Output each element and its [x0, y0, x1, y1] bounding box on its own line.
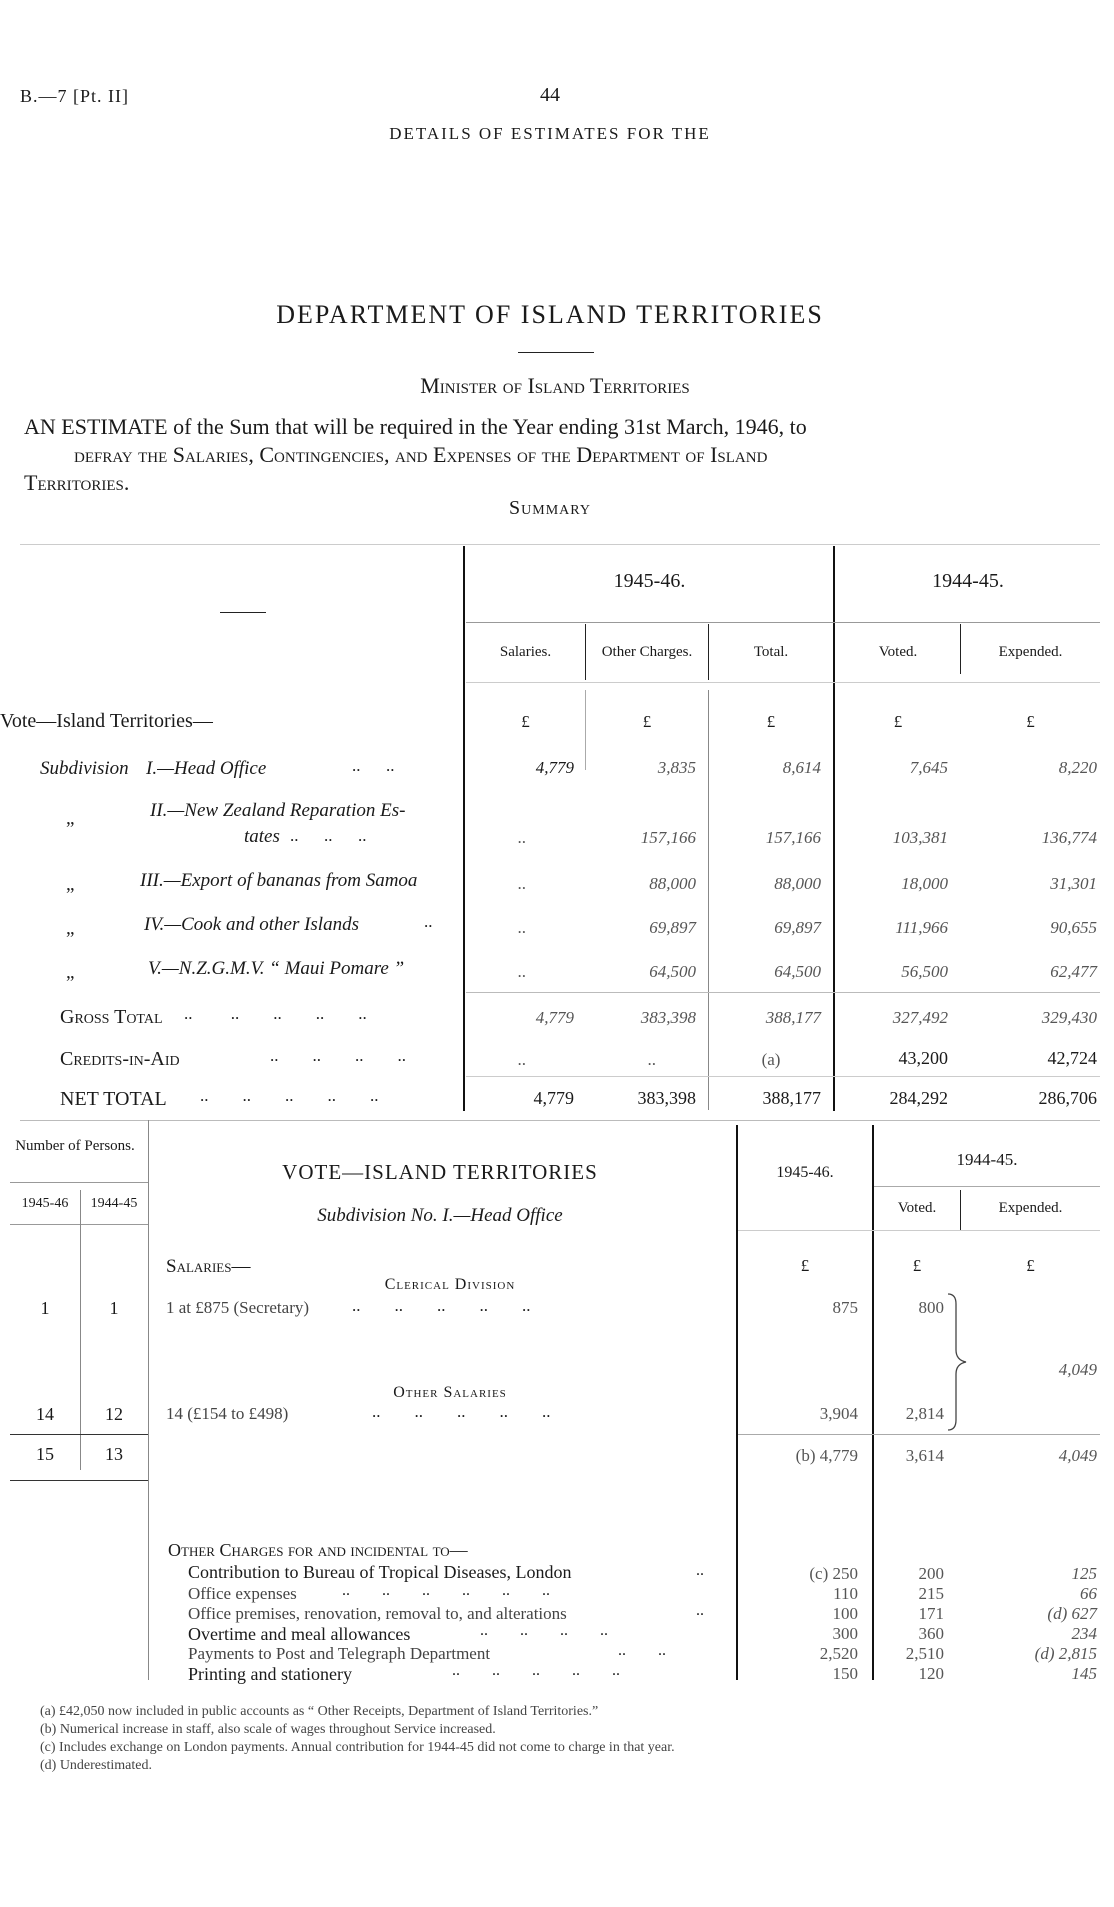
footnote-c: (c) Includes exchange on London payments. Annual contribution for 1944-45 did not come to charge in that year.: [40, 1740, 675, 1755]
row-label-reparation-cont: tates: [244, 826, 280, 847]
clerical-division-label: Clerical Division: [384, 1276, 516, 1293]
persons-stub-divider: [148, 1120, 149, 1680]
detail-col-1945: 1945-46.: [776, 1164, 834, 1181]
persons-total-rule: [10, 1434, 148, 1435]
summary-subheader-rule: [466, 622, 1100, 623]
row-prefix: „: [66, 918, 75, 939]
leader-dots: .. .. ..: [290, 826, 367, 845]
pound-sign: £: [521, 712, 530, 731]
credits-expended: 42,724: [1047, 1048, 1097, 1068]
col-other-charges: Other Charges.: [601, 644, 693, 660]
bananas-voted: 18,000: [901, 874, 948, 893]
pound-sign: £: [893, 712, 903, 731]
total-salaries-expended: 4,049: [1058, 1446, 1097, 1465]
charge-overtime-expended: 234: [1071, 1624, 1097, 1643]
charge-premises-expended: (d) 627: [1047, 1604, 1097, 1623]
charge-printing-expended: 145: [1071, 1664, 1097, 1683]
reparation-total: 157,166: [765, 828, 821, 847]
col-salaries: Salaries.: [499, 644, 552, 660]
maui-voted: 56,500: [901, 962, 948, 981]
net-total-label: NET TOTAL: [60, 1088, 167, 1110]
charge-bureau-voted: 200: [918, 1564, 944, 1583]
total-persons-1944: 13: [105, 1444, 123, 1464]
leader-dots: .. .. .. .. ..: [200, 1086, 379, 1105]
clerical-amount: 875: [832, 1298, 858, 1317]
charge-bureau-label: Contribution to Bureau of Tropical Diseases, London: [188, 1562, 572, 1582]
credits-salaries: ..: [517, 1050, 526, 1069]
row-label-reparation: II.—New Zealand Reparation Es-: [150, 800, 406, 821]
pound-sign: £: [766, 712, 776, 731]
gross-other: 383,398: [640, 1008, 696, 1027]
detail-header-bottom-rule: [738, 1230, 1100, 1231]
charge-overtime-amount: 300: [832, 1624, 858, 1643]
charge-office-expenses-amount: 110: [833, 1584, 858, 1603]
leader-dots: .. .. .. ..: [480, 1622, 608, 1639]
row-label-cook-islands: IV.—Cook and other Islands: [144, 914, 359, 935]
persons-header-rule: [10, 1182, 148, 1183]
cook-voted: 111,966: [895, 918, 948, 937]
clerical-voted: 800: [918, 1298, 944, 1317]
other-salaries-label: Other Salaries: [393, 1384, 507, 1401]
summary-header-bottom-rule: [466, 682, 1100, 683]
leader-dots: .. .. .. .. ..: [372, 1402, 551, 1421]
charge-office-expenses-voted: 215: [918, 1584, 944, 1603]
gross-expended: 329,430: [1041, 1008, 1097, 1027]
row-label-bananas: III.—Export of bananas from Samoa: [140, 870, 418, 891]
maui-other: 64,500: [649, 962, 696, 981]
charge-post-telegraph-label: Payments to Post and Telegraph Department: [188, 1644, 491, 1663]
leader-dots: ..: [696, 1602, 704, 1619]
amount-total-rule: [738, 1434, 1100, 1435]
bananas-total: 88,000: [774, 874, 821, 893]
other-salaries-voted: 2,814: [905, 1404, 944, 1423]
footnote-d: (d) Underestimated.: [40, 1758, 152, 1773]
col-expended: Expended.: [998, 644, 1063, 660]
leader-dots: .. .. .. .. ..: [452, 1662, 620, 1679]
persons-col-1944: 1944-45: [90, 1196, 138, 1211]
head-office-salaries: 4,779: [535, 758, 574, 777]
gross-voted: 327,492: [892, 1008, 948, 1027]
footnote-b: (b) Numerical increase in staff, also scale of wages throughout Service increased.: [40, 1722, 496, 1737]
leader-dots: .. ..: [352, 756, 395, 775]
row-prefix: „: [66, 874, 75, 895]
charge-post-telegraph-expended: (d) 2,815: [1034, 1644, 1097, 1663]
persons-subheader-rule: [10, 1224, 148, 1225]
summary-stub-dash: [220, 612, 266, 613]
bananas-expended: 31,301: [1050, 874, 1097, 893]
head-office-total: 8,614: [782, 758, 821, 777]
bananas-salaries: ..: [517, 874, 526, 893]
total-salaries-voted: 3,614: [905, 1446, 944, 1465]
other-persons-1944: 12: [105, 1404, 123, 1424]
detail-expended-header: Expended.: [998, 1200, 1063, 1216]
other-salaries-amount: 3,904: [819, 1404, 858, 1423]
reparation-voted: 103,381: [892, 828, 948, 847]
charge-printing-label: Printing and stationery: [188, 1664, 352, 1684]
charge-printing-amount: 150: [832, 1664, 858, 1683]
intro-line-3: Territories.: [24, 470, 130, 495]
summary-stub-divider: [463, 546, 465, 1111]
leader-dots: .. .. .. .. .. ..: [342, 1582, 550, 1599]
intro-line-2: defray the Salaries, Contingencies, and Expenses of the Department of Island: [74, 442, 768, 467]
charge-office-expenses-expended: 66: [1080, 1584, 1097, 1603]
charge-premises-label: Office premises, renovation, removal to, and alterations: [188, 1604, 567, 1623]
pound-sign: £: [800, 1256, 810, 1275]
charge-premises-amount: 100: [832, 1604, 858, 1623]
gross-rule: [466, 992, 1100, 993]
footnote-a: (a) £42,050 now included in public accounts as “ Other Receipts, Department of Island Territories.”: [40, 1704, 599, 1719]
leader-dots: ..: [696, 1562, 704, 1579]
other-charges-label: Other Charges for and incidental to—: [168, 1540, 468, 1560]
persons-col-1945: 1945-46: [21, 1196, 69, 1211]
credits-total: (a): [761, 1050, 781, 1069]
cook-expended: 90,655: [1050, 918, 1097, 937]
summary-col-1944: 1944-45.: [932, 570, 1004, 592]
net-other: 383,398: [637, 1088, 696, 1108]
charge-premises-voted: 171: [918, 1604, 944, 1623]
row-prefix: „: [66, 808, 75, 829]
department-title: DEPARTMENT OF ISLAND TERRITORIES: [276, 300, 824, 329]
vote-title: VOTE—ISLAND TERRITORIES: [282, 1160, 598, 1184]
net-voted: 284,292: [889, 1088, 948, 1108]
summary-heading: Summary: [509, 497, 591, 519]
net-salaries: 4,779: [533, 1088, 574, 1108]
other-persons-1945: 14: [36, 1404, 54, 1424]
leader-dots: .. .. .. ..: [270, 1046, 406, 1065]
credits-in-aid-label: Credits-in-Aid: [60, 1048, 180, 1070]
running-title: DETAILS OF ESTIMATES FOR THE: [389, 124, 711, 143]
pound-sign: £: [1026, 712, 1035, 731]
charge-post-telegraph-amount: 2,520: [819, 1644, 858, 1663]
detail-col-1944: 1944-45.: [956, 1150, 1018, 1169]
persons-bottom-rule: [10, 1480, 148, 1481]
total-persons-1945: 15: [36, 1444, 54, 1464]
report-reference: B.—7 [Pt. II]: [20, 86, 129, 106]
head-office-voted: 7,645: [909, 758, 948, 777]
cook-other: 69,897: [649, 918, 696, 937]
row-label-maui-pomare: V.—N.Z.G.M.V. “ Maui Pomare ”: [148, 958, 405, 979]
maui-total: 64,500: [774, 962, 821, 981]
pound-sign: £: [642, 712, 652, 731]
clerical-persons-1944: 1: [109, 1298, 119, 1318]
bracket-expended: 4,049: [1058, 1360, 1097, 1379]
reparation-other: 157,166: [640, 828, 696, 847]
minister-line: Minister of Island Territories: [420, 373, 690, 398]
maui-salaries: ..: [517, 962, 526, 981]
net-total: 388,177: [762, 1088, 821, 1108]
total-salaries-amount: (b) 4,779: [795, 1446, 858, 1465]
reparation-expended: 136,774: [1041, 828, 1097, 847]
charge-bureau-expended: 125: [1071, 1564, 1097, 1583]
subdivision-title: Subdivision No. I.—Head Office: [317, 1205, 563, 1226]
cook-total: 69,897: [774, 918, 821, 937]
salaries-label: Salaries—: [166, 1256, 251, 1277]
leader-dots: .. ..: [618, 1642, 666, 1659]
title-rule: [518, 352, 594, 353]
cook-salaries: ..: [517, 918, 526, 937]
reparation-salaries: ..: [517, 828, 526, 847]
charge-overtime-label: Overtime and meal allowances: [188, 1624, 411, 1644]
leader-dots: .. .. .. .. ..: [352, 1296, 531, 1315]
clerical-row-label: 1 at £875 (Secretary): [166, 1298, 310, 1317]
col-total: Total.: [753, 644, 789, 660]
charge-bureau-amount: (c) 250: [809, 1564, 858, 1583]
other-salaries-row-label: 14 (£154 to £498): [166, 1404, 289, 1423]
col-voted: Voted.: [878, 644, 918, 660]
charge-office-expenses-label: Office expenses: [188, 1584, 297, 1603]
row-prefix: Subdivision: [40, 758, 129, 779]
vote-label: Vote—Island Territories—: [0, 710, 213, 732]
summary-col-1945: 1945-46.: [613, 570, 686, 592]
row-prefix: „: [66, 962, 75, 983]
summary-year-divider: [833, 546, 835, 1111]
head-office-other: 3,835: [657, 758, 696, 777]
net-rule: [466, 1076, 1100, 1077]
gross-total: 388,177: [765, 1008, 821, 1027]
net-expended: 286,706: [1038, 1088, 1097, 1108]
pound-sign: £: [912, 1256, 922, 1275]
credits-voted: 43,200: [898, 1048, 948, 1068]
detail-top-rule: [20, 1120, 1100, 1121]
page-number: 44: [540, 84, 560, 106]
persons-header: Number of Persons.: [15, 1138, 135, 1154]
bananas-other: 88,000: [649, 874, 696, 893]
persons-divider: [80, 1190, 81, 1470]
leader-dots: ..: [424, 912, 433, 931]
head-office-expended: 8,220: [1058, 758, 1097, 777]
summary-top-rule: [20, 544, 1100, 545]
gross-total-label: Gross Total: [60, 1006, 163, 1028]
credits-other: ..: [647, 1050, 656, 1069]
leader-dots: .. .. .. .. ..: [184, 1004, 367, 1023]
intro-line-1: AN ESTIMATE of the Sum that will be required in the Year ending 31st March, 1946, to: [24, 414, 807, 439]
charge-overtime-voted: 360: [918, 1624, 944, 1643]
pound-sign: £: [1026, 1256, 1035, 1275]
detail-year-rule: [874, 1186, 1100, 1187]
detail-voted-header: Voted.: [897, 1200, 937, 1216]
maui-expended: 62,477: [1050, 962, 1097, 981]
charge-post-telegraph-voted: 2,510: [905, 1644, 944, 1663]
clerical-persons-1945: 1: [40, 1298, 50, 1318]
gross-salaries: 4,779: [535, 1008, 574, 1027]
summary-col-div-5: [708, 690, 709, 1110]
charge-printing-voted: 120: [918, 1664, 944, 1683]
row-label-head-office: I.—Head Office: [146, 758, 267, 779]
